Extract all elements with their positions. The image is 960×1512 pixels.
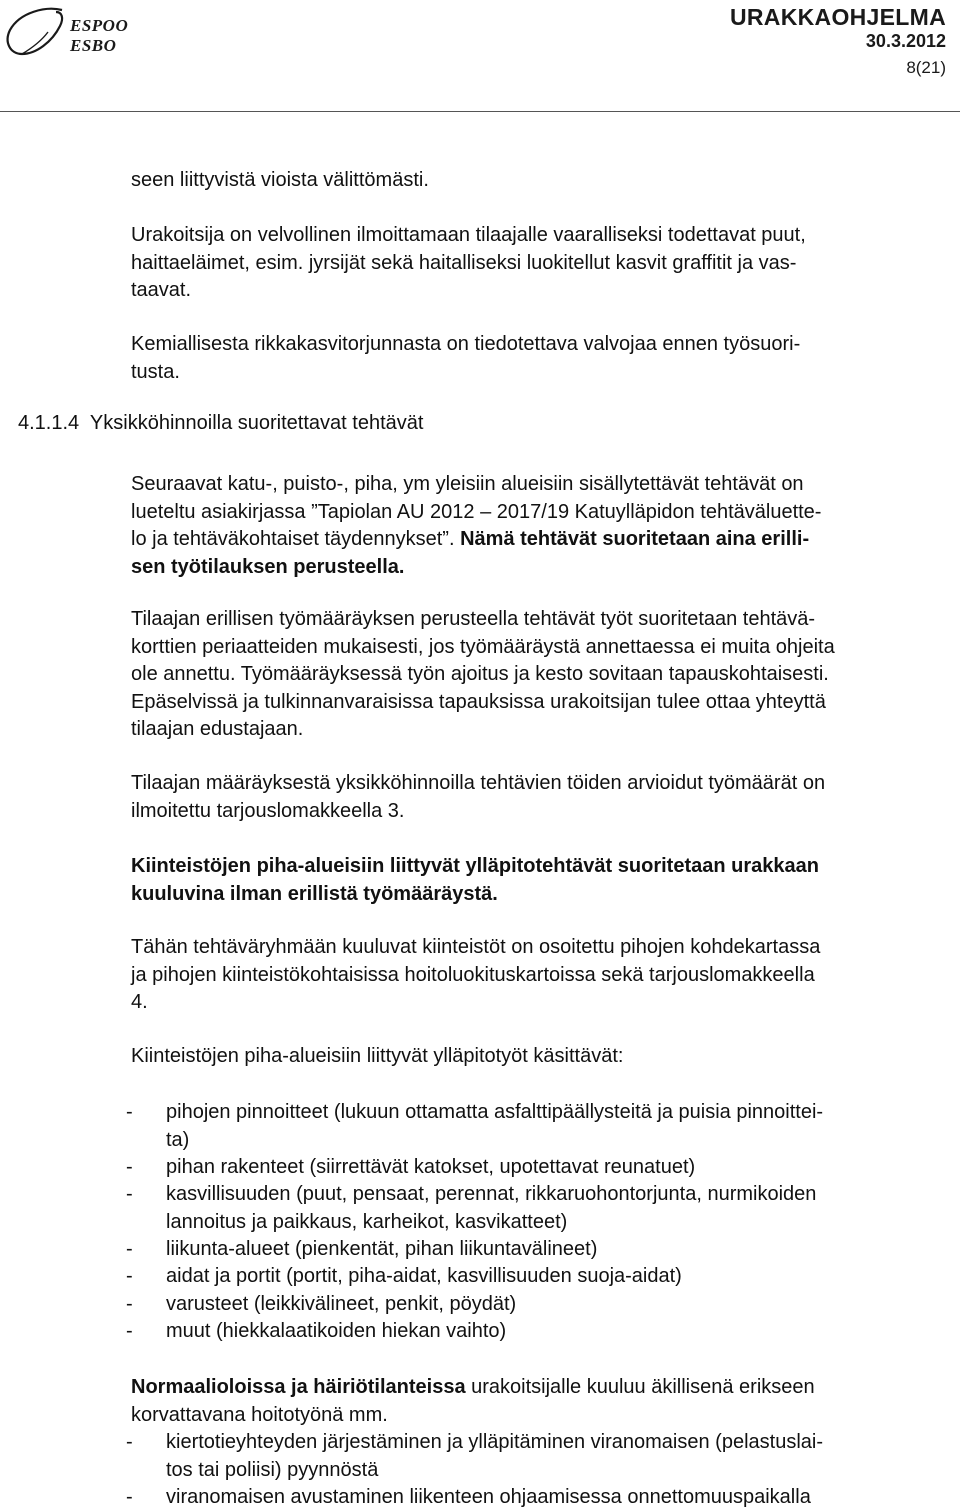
paragraph-line: lo ja tehtäväkohtaiset täydennykset”. [131, 528, 455, 550]
espoo-logo [2, 4, 142, 64]
paragraph-line: taavat. [131, 279, 192, 301]
list-item [126, 1181, 957, 1236]
list-dash: - [126, 1293, 133, 1315]
paragraph-line: ilmoitettu tarjouslomakkeella 3. [131, 799, 405, 822]
list-dash: - [126, 1431, 133, 1453]
paragraph-line: tusta. [131, 360, 180, 383]
document-title: URAKKAOHJELMA [729, 4, 946, 30]
list-item-text: tos tai poliisi) pyynnöstä [166, 1458, 379, 1481]
paragraph-line: ja pihojen kiinteistökohtaisissa hoitoluokituskartoissa sekä tarjouslomakkeella [131, 963, 815, 986]
list-item-text: varusteet (leikkivälineet, penkit, pöydät) [166, 1293, 517, 1315]
espoo-logo-swirl-icon [2, 4, 72, 64]
document-header [730, 4, 946, 80]
paragraph-text: urakoitsijalle kuuluu äkillisenä erikseen [465, 1376, 815, 1398]
paragraph-10 [131, 1374, 957, 1429]
list-item-text: kasvillisuuden (puut, pensaat, perennat, rikkaruohontorjunta, nurmikoiden [166, 1183, 817, 1205]
paragraph-line: Seuraavat katu-, puisto-, piha, ym yleisiin alueisiin sisällytettävät tehtävät on [131, 473, 804, 495]
header-divider [0, 111, 960, 112]
paragraph-line: 4. [131, 991, 148, 1013]
section-heading: 4.1.1.4 Yksikköhinnoilla suoritettavat tehtävät [18, 412, 424, 434]
paragraph-bold-text: sen työtilauksen perusteella. [131, 555, 405, 578]
list-dash: - [126, 1101, 133, 1123]
list-item-text: pihan rakenteet (siirrettävät katokset, upotettavat reunatuet) [166, 1156, 696, 1178]
paragraph-line: ole annettu. Työmääräyksessä työn ajoitus ja kesto sovitaan tapauskohtaisesti. [131, 663, 829, 685]
list-dash: - [126, 1183, 133, 1205]
paragraph-8 [131, 934, 957, 1017]
list-item-text: liikunta-alueet (pienkentät, pihan liikuntavälineet) [166, 1238, 598, 1260]
paragraph-line: Epäselvissä ja tulkinnanvaraisissa tapauksissa urakoitsijan tulee ottaa yhteyttä [131, 690, 826, 713]
list-item [126, 1318, 957, 1346]
list-item-text: viranomaisen avustaminen liikenteen ohjaamisessa onnettomuuspaikalla [166, 1486, 811, 1508]
paragraph-line: Kiinteistöjen piha-alueisiin liittyvät ylläpitotehtävät suoritetaan urakkaan [131, 855, 819, 877]
list-item [126, 1154, 957, 1182]
paragraph-line: kuuluvina ilman erillistä työmääräystä. [131, 882, 498, 905]
list-item [126, 1429, 957, 1484]
paragraph-2 [131, 222, 957, 305]
list-item-text: kiertotieyhteyden järjestäminen ja ylläpitäminen viranomaisen (pelastuslai- [166, 1431, 823, 1453]
paragraph-bold-text: Nämä tehtävät suoritetaan aina erilli- [460, 528, 810, 550]
list-dash: - [126, 1238, 133, 1260]
list-item [126, 1236, 957, 1264]
paragraph-5 [131, 606, 957, 744]
paragraph-line: Tilaajan määräyksestä yksikköhinnoilla tehtävien töiden arvioidut työmäärät on [131, 772, 826, 794]
list-item-text: pihojen pinnoitteet (lukuun ottamatta asfalttipäällysteitä ja puisia pinnoittei- [166, 1101, 824, 1123]
list-item [126, 1484, 957, 1512]
list-item-text: muut (hiekkalaatikoiden hiekan vaihto) [166, 1320, 507, 1342]
paragraph-line: Tilaajan erillisen työmääräyksen perusteella tehtävät työt suoritetaan tehtävä- [131, 608, 816, 630]
paragraph-6 [131, 770, 957, 825]
paragraph-line: haittaeläimet, esim. jyrsijät sekä haitalliseksi luokitellut kasvit graffitit ja vas- [131, 251, 797, 274]
list-dash: - [126, 1320, 133, 1342]
list-item-text: ta) [166, 1128, 190, 1151]
paragraph-line: lueteltu asiakirjassa ”Tapiolan AU 2012 – 2017/19 Katuylläpidon tehtäväluette- [131, 500, 822, 523]
paragraph-line: korvattavana hoitotyönä mm. [131, 1403, 388, 1426]
paragraph-line: korttien periaatteiden mukaisesti, jos työmääräystä annettaessa ei muita ohjeita [131, 635, 835, 658]
list-item [126, 1291, 957, 1319]
paragraph-1: seen liittyvistä vioista välittömästi. [131, 169, 429, 191]
document-date: 30.3.2012 [865, 31, 946, 51]
paragraph-line: Tähän tehtäväryhmään kuuluvat kiinteistöt on osoitettu pihojen kohdekartassa [131, 936, 821, 958]
paragraph-9: Kiinteistöjen piha-alueisiin liittyvät ylläpitotyöt käsittävät: [131, 1045, 624, 1067]
paragraph-3 [131, 331, 957, 386]
list-item-text: aidat ja portit (portit, piha-aidat, kasvillisuuden suoja-aidat) [166, 1265, 682, 1287]
list-item-text: lannoitus ja paikkaus, karheikot, kasvikatteet) [166, 1210, 568, 1233]
paragraph-line: tilaajan edustajaan. [131, 718, 304, 740]
paragraph-7-bold [131, 853, 957, 908]
logo-esbo-text: ESBO [70, 36, 117, 55]
list-item [126, 1263, 957, 1291]
paragraph-line: Urakoitsija on velvollinen ilmoittamaan tilaajalle vaaralliseksi todettavat puut, [131, 224, 806, 246]
logo-espoo-text: ESPOO [70, 16, 129, 35]
list-dash: - [126, 1156, 133, 1178]
paragraph-bold-text: Normaalioloissa ja häiriötilanteissa [131, 1376, 466, 1398]
page-number: 8(21) [906, 58, 946, 77]
list-item [126, 1099, 957, 1154]
list-dash: - [126, 1486, 133, 1508]
list-dash: - [126, 1265, 133, 1287]
paragraph-line: Kemiallisesta rikkakasvitorjunnasta on tiedotettava valvojaa ennen työsuori- [131, 333, 801, 355]
paragraph-4 [131, 471, 957, 581]
